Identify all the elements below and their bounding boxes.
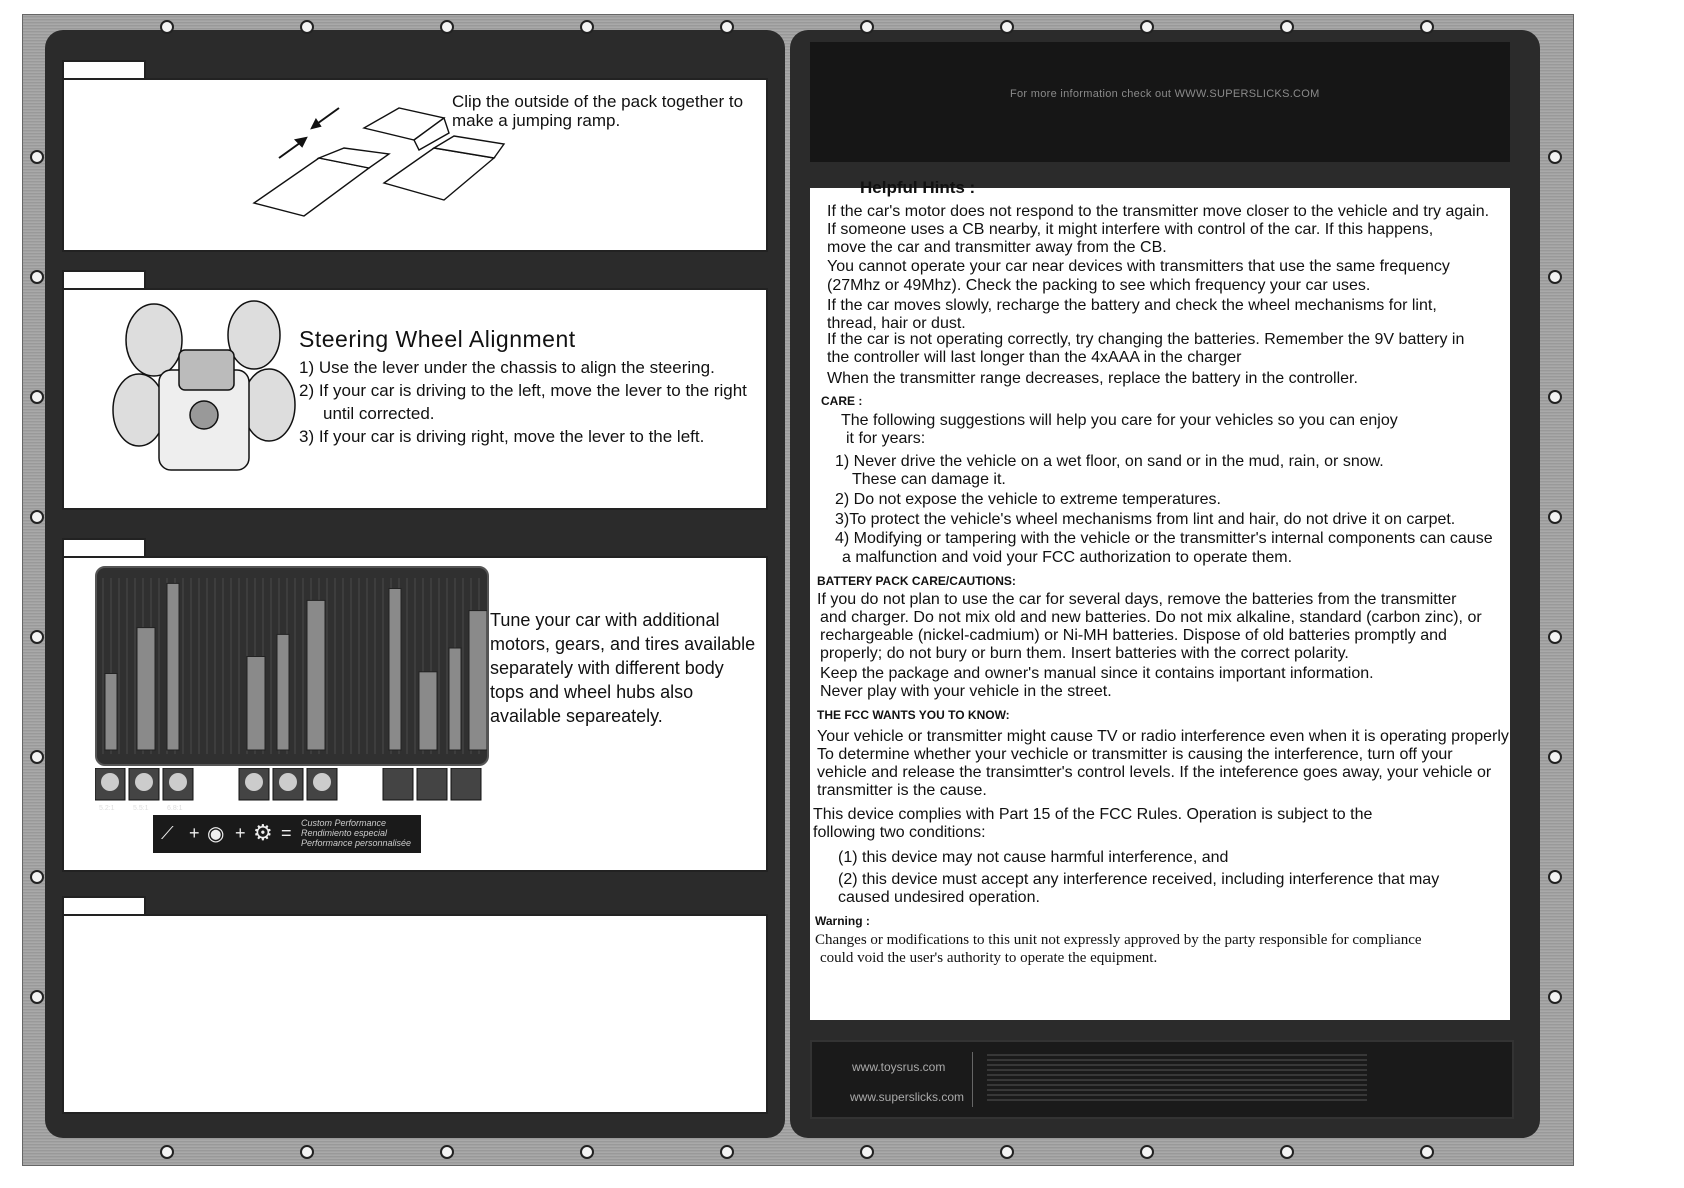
ramp-text: Clip the outside of the pack together to make a jumping ramp. <box>452 92 744 130</box>
fcc-part15: This device complies with Part 15 of the FCC Rules. Operation is subject to the <box>813 806 1373 823</box>
chart-bar <box>449 648 461 750</box>
part-label: 6.8:1 <box>167 805 183 812</box>
punch-hole <box>30 150 44 164</box>
chart-bar <box>247 657 265 751</box>
fcc-title: THE FCC WANTS YOU TO KNOW: <box>817 708 1010 722</box>
battery-title: BATTERY PACK CARE/CAUTIONS: <box>817 574 1016 588</box>
footer <box>810 1040 1514 1119</box>
steering-steps <box>299 356 749 448</box>
battery-line: properly; do not bury or burn them. Insert batteries with the correct polarity. <box>820 645 1349 662</box>
battery-line: rechargeable (nickel-cadmium) or Ni-MH batteries. Dispose of old batteries promptly and <box>820 627 1447 644</box>
hint-line: You cannot operate your car near devices with transmitters that use the same frequency <box>827 258 1450 275</box>
fcc-line: transmitter is the cause. <box>817 782 987 799</box>
punch-hole <box>160 1145 174 1159</box>
punch-hole <box>300 1145 314 1159</box>
battery-line: and charger. Do not mix old and new batteries. Do not mix alkaline, standard (carbon zinc), or <box>820 609 1482 626</box>
punch-hole <box>1420 20 1434 34</box>
chart-bar <box>167 583 179 750</box>
hint-line: When the transmitter range decreases, replace the battery in the controller. <box>827 370 1358 387</box>
custom-performance-label <box>301 818 411 848</box>
part-icons-row <box>95 768 485 812</box>
punch-hole <box>580 20 594 34</box>
steering-step: 1) Use the lever under the chassis to align the steering. <box>299 358 715 377</box>
fcc-line: To determine whether your vechicle or transmitter is causing the interference, turn off your <box>817 746 1453 763</box>
punch-hole <box>1548 990 1562 1004</box>
punch-hole <box>30 510 44 524</box>
punch-hole <box>580 1145 594 1159</box>
chart-bar <box>137 628 155 750</box>
punch-hole <box>440 20 454 34</box>
punch-hole <box>30 390 44 404</box>
gear-icon: ⚙ <box>253 820 273 845</box>
punch-hole <box>1280 20 1294 34</box>
punch-hole <box>860 1145 874 1159</box>
hint-line: If the car's motor does not respond to the transmitter move closer to the vehicle and try again. <box>827 203 1490 220</box>
punch-hole <box>1420 1145 1434 1159</box>
care-title: CARE : <box>821 394 863 408</box>
chart-bar <box>277 634 289 750</box>
part-label: 5.5:1 <box>133 805 149 812</box>
label-line: Rendimiento especial <box>301 828 388 838</box>
steering-panel <box>62 288 768 510</box>
punch-hole <box>1140 1145 1154 1159</box>
chart-bar <box>469 611 487 750</box>
label-line: Performance personnalisée <box>301 838 412 848</box>
hint-line: the controller will last longer than the 4xAAA in the charger <box>827 349 1242 366</box>
performance-chart <box>95 566 489 766</box>
warning-title: Warning : <box>815 914 870 928</box>
hint-line: (27Mhz or 49Mhz). Check the packing to see which frequency your car uses. <box>827 277 1371 294</box>
hint-line: thread, hair or dust. <box>827 315 966 332</box>
fcc-line: Your vehicle or transmitter might cause TV or radio interference even when it is operating properly <box>817 728 1509 745</box>
warning-line: could void the user's authority to operate the equipment. <box>820 950 1158 966</box>
part-icons <box>95 768 485 812</box>
punch-hole <box>1000 20 1014 34</box>
punch-hole <box>30 750 44 764</box>
footer-divider <box>972 1052 973 1107</box>
battery-line: Keep the package and owner's manual since it contains important information. <box>820 665 1374 682</box>
punch-hole <box>1280 1145 1294 1159</box>
chart-bar <box>419 672 437 750</box>
car-illustration <box>94 290 304 500</box>
fcc-condition: (2) this device must accept any interference received, including interference that may <box>838 871 1440 888</box>
fcc-condition: caused undesired operation. <box>838 889 1040 906</box>
care-item: 2) Do not expose the vehicle to extreme temperatures. <box>835 491 1221 508</box>
care-item: 1) Never drive the vehicle on a wet floor, on sand or in the mud, rain, or snow. <box>835 453 1384 470</box>
punch-hole <box>1548 390 1562 404</box>
hint-line: move the car and transmitter away from the CB. <box>827 239 1167 256</box>
fcc-line: vehicle and release the transimtter's control levels. If the inteference goes away, your vehicle or <box>817 764 1492 781</box>
punch-hole <box>440 1145 454 1159</box>
punch-hole <box>860 20 874 34</box>
care-item: 3)To protect the vehicle's wheel mechanisms from lint and hair, do not drive it on carpet. <box>835 511 1456 528</box>
chart-svg <box>97 568 487 764</box>
fcc-part15: following two conditions: <box>813 824 986 841</box>
care-intro: it for years: <box>846 430 926 447</box>
punch-hole <box>1548 150 1562 164</box>
punch-hole <box>720 20 734 34</box>
blank-panel <box>62 914 768 1114</box>
battery-line: If you do not plan to use the car for several days, remove the batteries from the transmitter <box>817 591 1457 608</box>
punch-hole <box>30 630 44 644</box>
punch-hole <box>1548 750 1562 764</box>
info-bar <box>810 42 1510 162</box>
punch-hole <box>160 20 174 34</box>
tune-text: Tune your car with additional motors, gears, and tires available separately with different body tops and wheel hubs also available separeately. <box>490 610 756 726</box>
custom-performance-formula <box>153 815 421 853</box>
footer-site-superslicks: www.superslicks.com <box>850 1090 965 1104</box>
plus-sign: + <box>189 823 200 843</box>
footer-site-toysrus: www.toysrus.com <box>852 1060 946 1074</box>
hints-title: Helpful Hints : <box>860 178 976 197</box>
ramp-panel <box>62 78 768 252</box>
equals-sign: = <box>281 823 292 843</box>
care-intro: The following suggestions will help you care for your vehicles so you can enjoy <box>841 412 1398 429</box>
part-label: 5.2:1 <box>99 805 115 812</box>
punch-hole <box>1548 870 1562 884</box>
care-item: These can damage it. <box>852 471 1006 488</box>
steering-title: Steering Wheel Alignment <box>299 326 576 352</box>
chart-bar <box>307 600 325 750</box>
punch-hole <box>720 1145 734 1159</box>
punch-hole <box>1548 270 1562 284</box>
chart-bar <box>389 589 401 751</box>
wheel-icon: ◉ <box>207 823 225 845</box>
chart-bar <box>105 674 117 751</box>
hint-line: If someone uses a CB nearby, it might interfere with control of the car. If this happens, <box>827 221 1434 238</box>
punch-hole <box>1548 510 1562 524</box>
hint-line: If the car is not operating correctly, try changing the batteries. Remember the 9V battery in <box>827 331 1465 348</box>
steering-step: 3) If your car is driving right, move the lever to the left. <box>299 427 705 446</box>
battery-line: Never play with your vehicle in the street. <box>820 683 1112 700</box>
wrench-icon: ⟋ <box>161 823 174 843</box>
care-item: 4) Modifying or tampering with the vehicle or the transmitter's internal components can cause <box>835 530 1493 547</box>
info-bar-text: For more information check out WWW.SUPERSLICKS.COM <box>1010 88 1320 100</box>
care-item: a malfunction and void your FCC authorization to operate them. <box>842 549 1293 566</box>
steering-step: 2) If your car is driving to the left, move the lever to the right until corrected. <box>299 381 747 423</box>
punch-hole <box>30 270 44 284</box>
punch-hole <box>1548 630 1562 644</box>
warning-line: Changes or modifications to this unit not expressly approved by the party responsible for compliance <box>815 932 1422 948</box>
punch-hole <box>1140 20 1154 34</box>
punch-hole <box>1000 1145 1014 1159</box>
fcc-condition: (1) this device may not cause harmful interference, and <box>838 849 1229 866</box>
footer-fine-print <box>987 1054 1367 1104</box>
plus-sign: + <box>235 823 246 843</box>
hint-line: If the car moves slowly, recharge the battery and check the wheel mechanisms for lint, <box>827 297 1437 314</box>
punch-hole <box>30 990 44 1004</box>
label-line: Custom Performance <box>301 818 387 828</box>
punch-hole <box>300 20 314 34</box>
punch-hole <box>30 870 44 884</box>
